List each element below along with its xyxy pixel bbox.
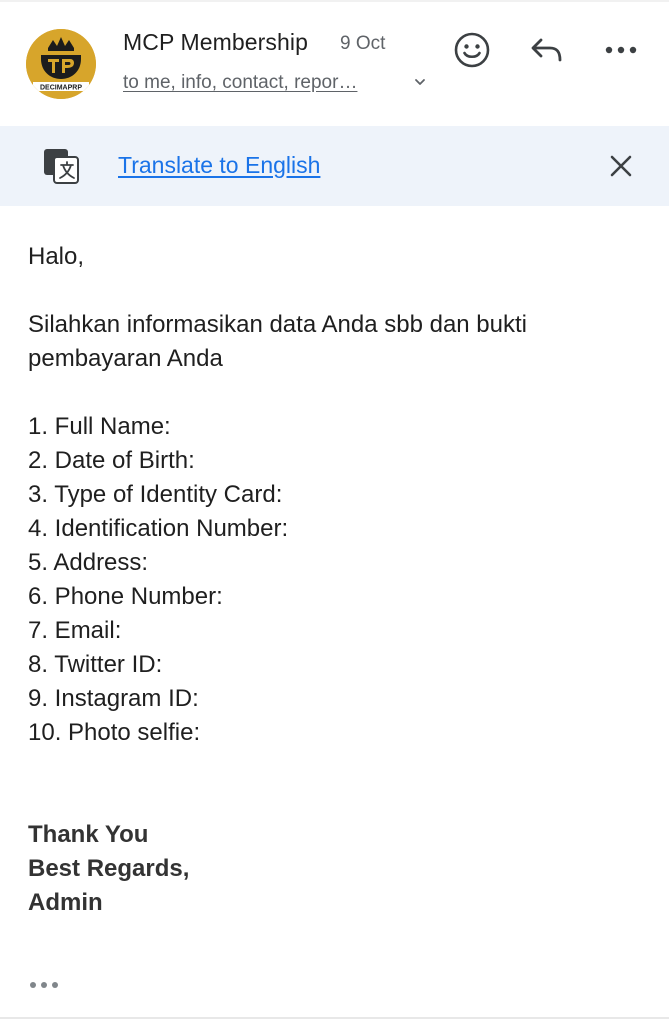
translate-icon <box>43 148 79 184</box>
close-icon <box>606 151 636 181</box>
list-item: 8. Twitter ID: <box>28 651 163 678</box>
greeting: Halo, <box>28 243 85 270</box>
signature <box>28 818 638 920</box>
more-horizontal-icon <box>604 45 638 55</box>
list-item: 9. Instagram ID: <box>28 685 199 712</box>
more-options-button[interactable] <box>600 30 642 70</box>
intro-paragraph: Silahkan informasikan data Anda sbb dan bukti pembayaran Anda <box>28 311 527 372</box>
avatar[interactable] <box>26 29 96 99</box>
list-item: 6. Phone Number: <box>28 583 223 610</box>
email-date: 9 Oct <box>340 33 386 54</box>
sender-name[interactable]: MCP Membership <box>123 29 309 55</box>
ellipsis-icon <box>28 975 62 995</box>
list-item: 4. Identification Number: <box>28 515 289 542</box>
reply-icon <box>528 34 566 66</box>
list-item: 10. Photo selfie: <box>28 719 201 746</box>
recipients-summary[interactable]: to me, info, contact, repor… <box>123 72 358 93</box>
smiley-icon <box>452 30 492 70</box>
add-reaction-button[interactable] <box>450 28 494 72</box>
list-item: 2. Date of Birth: <box>28 447 195 474</box>
avatar-logo <box>26 29 96 99</box>
close-translate-button[interactable] <box>606 151 636 181</box>
translate-banner <box>0 126 669 206</box>
list-item: 5. Address: <box>28 549 149 576</box>
list-item: 1. Full Name: <box>28 413 171 440</box>
signoff-line: Thank You <box>28 821 149 848</box>
reply-button[interactable] <box>526 30 568 70</box>
email-header <box>0 0 669 125</box>
translate-to-english-link[interactable]: Translate to English <box>118 152 321 178</box>
signoff-line: Best Regards, <box>28 855 190 882</box>
bottom-divider <box>0 1017 669 1019</box>
show-trimmed-content-button[interactable] <box>28 975 62 995</box>
list-item: 3. Type of Identity Card: <box>28 481 283 508</box>
svg-text:G: G <box>56 157 68 174</box>
signoff-line: Admin <box>28 889 103 916</box>
list-item: 7. Email: <box>28 617 122 644</box>
chevron-down-icon[interactable] <box>412 74 428 90</box>
requested-fields-list <box>28 410 638 750</box>
email-body <box>28 240 638 920</box>
avatar-text: DECIMAPRP <box>39 84 83 92</box>
